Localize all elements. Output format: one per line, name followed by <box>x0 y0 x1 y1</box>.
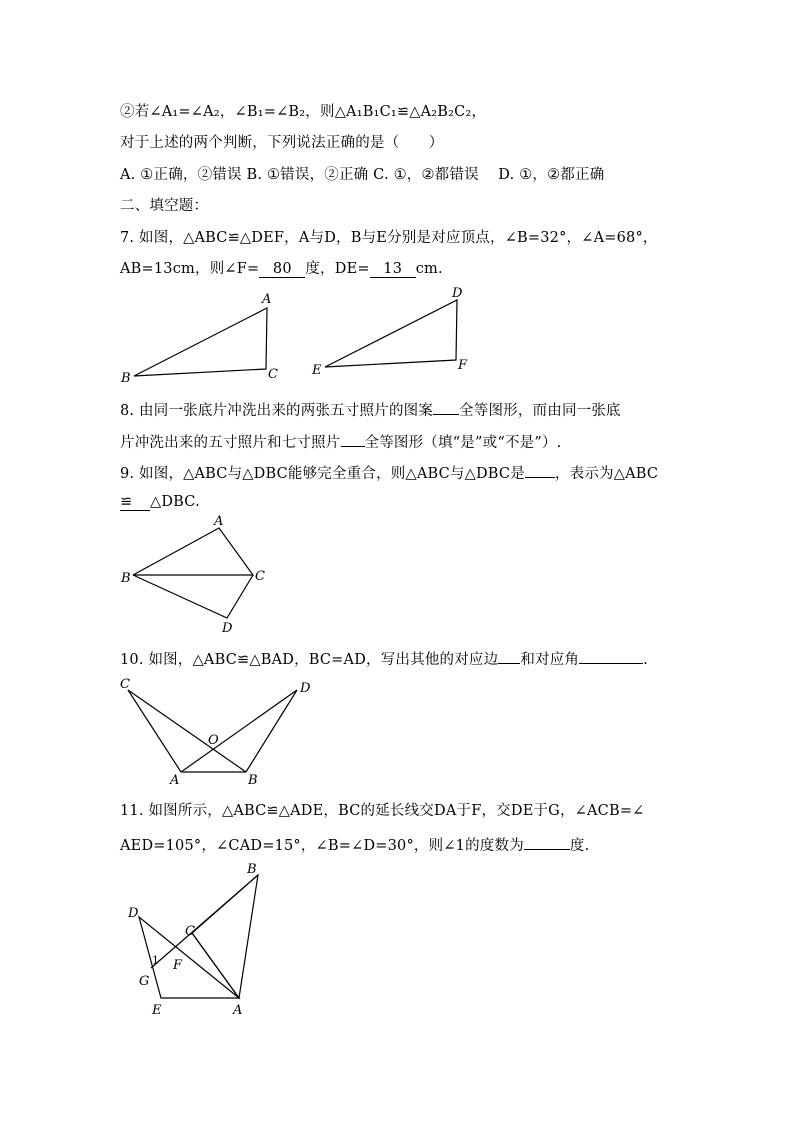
q7-label-f: F <box>458 358 468 373</box>
q7-triangle-abc <box>134 308 267 376</box>
q8-line1: 8. 由同一张底片冲洗出来的两张五寸照片的图案 全等图形，而由同一张底 <box>120 398 621 421</box>
q7-answer-de: 13 <box>370 261 416 278</box>
q11-line2: AED=105°，∠CAD=15°，∠B=∠D=30°，则∠1的度数为 度. <box>120 833 589 856</box>
q6-options: A. ①正确，②错误 B. ①错误，②正确 C. ①，②都错误 D. ①，②都正确 <box>120 167 605 183</box>
q10-label-o: O <box>208 733 219 748</box>
q10-label-a: A <box>170 773 180 788</box>
q9-triangle-abc <box>133 528 253 575</box>
q7-triangle-def <box>325 300 457 367</box>
q10-line-ca <box>128 690 181 772</box>
q7-label-b: B <box>121 371 131 386</box>
q11-blank <box>524 833 570 850</box>
q11-label-g: G <box>139 974 150 989</box>
q11-label-f: F <box>173 958 183 973</box>
section-title: 二、填空题： <box>120 198 209 214</box>
q7-line2: AB=13cm，则∠F= 80 度，DE= 13 cm. <box>120 261 443 277</box>
q10-blank-1 <box>498 647 520 664</box>
q9-label-b: B <box>121 571 131 586</box>
q10-line1: 10. 如图，△ABC≌△BAD，BC=AD，写出其他的对应边 和对应角 . <box>120 647 648 670</box>
q9-line2: ≌ △DBC. <box>120 494 200 510</box>
q11-line-bg <box>151 875 258 968</box>
q11-label-b: B <box>247 862 257 877</box>
q10-line-da <box>181 690 297 772</box>
q9-blank-1 <box>525 461 555 478</box>
q10-blank-2 <box>579 647 643 664</box>
q8-blank-2 <box>341 430 365 447</box>
q11-label-a: A <box>233 1003 243 1018</box>
q7-answer-f: 80 <box>259 261 305 278</box>
q10-line-db <box>246 690 297 772</box>
q10-line-cb <box>128 690 246 772</box>
q9-label-c: C <box>255 569 265 584</box>
q9-label-a: A <box>214 514 224 529</box>
q7-line1: 7. 如图，△ABC≌△DEF，A与D，B与E分别是对应顶点，∠B=32°，∠A=68°， <box>120 230 658 246</box>
q11-label-d: D <box>128 906 139 921</box>
q7-label-c: C <box>268 367 278 382</box>
q9-triangle-dbc <box>133 575 253 618</box>
q10-label-c: C <box>120 677 130 692</box>
q8-line2: 片冲洗出来的五寸照片和七寸照片 全等图形（填“是”或“不是”）. <box>120 430 561 453</box>
q7-label-d: D <box>452 286 463 301</box>
q9-line1: 9. 如图，△ABC与△DBC能够完全重合，则△ABC与△DBC是 ，表示为△ABC <box>120 461 658 484</box>
q10-label-d: D <box>300 681 311 696</box>
q10-label-b: B <box>248 773 258 788</box>
q11-label-c: C <box>185 924 195 939</box>
q6-line2: 对于上述的两个判断，下列说法正确的是（ ） <box>120 135 444 151</box>
q6-line1: ②若∠A₁=∠A₂，∠B₁=∠B₂，则△A₁B₁C₁≌△A₂B₂C₂， <box>120 104 487 120</box>
q7-label-a: A <box>262 292 272 307</box>
q9-label-d: D <box>222 621 233 636</box>
q11-line1: 11. 如图所示，△ABC≌△ADE，BC的延长线交DA于F，交DE于G，∠ACB=∠ <box>120 803 645 819</box>
q11-label-e: E <box>152 1003 162 1018</box>
q9-blank-2: ≌ <box>120 494 150 511</box>
q7-label-e: E <box>312 363 322 378</box>
q11-label-1: 1 <box>152 954 159 967</box>
q8-blank-1 <box>433 398 459 415</box>
